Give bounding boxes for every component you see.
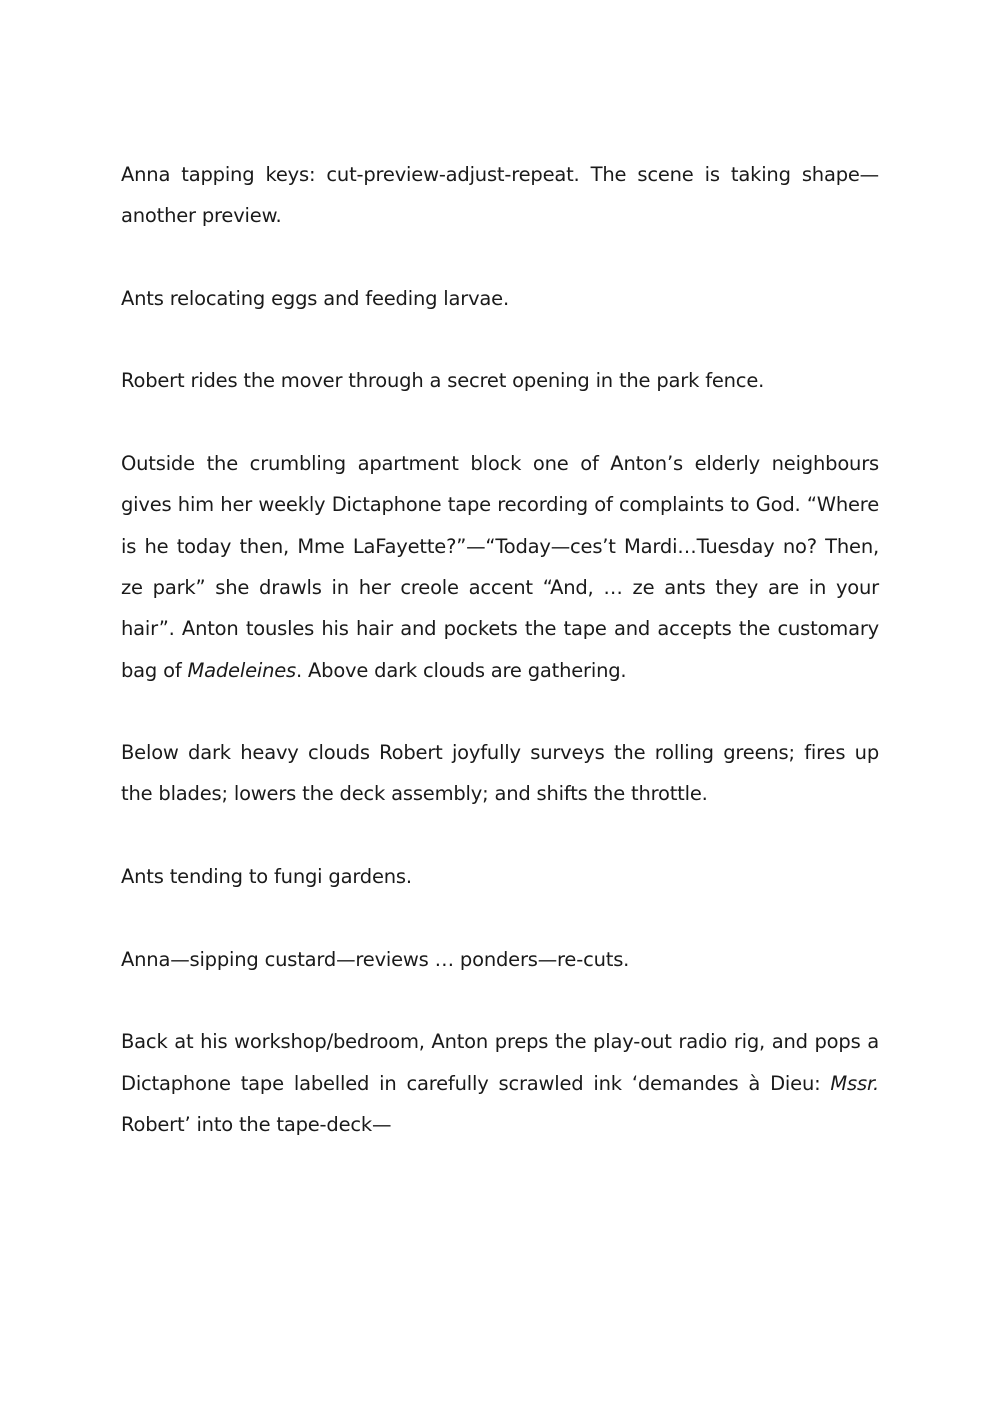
- paragraph-text: Ants relocating eggs and feeding larvae.: [121, 286, 509, 310]
- paragraph-text: Anna tapping keys: cut-preview-adjust-repeat. The scene is taking shape—another preview.: [121, 163, 879, 228]
- paragraph-ants-tending: [121, 856, 879, 897]
- document-body: [121, 154, 879, 1186]
- paragraph-anna-tapping: [121, 154, 879, 237]
- paragraph-robert-rides: [121, 360, 879, 401]
- paragraph-text: Anna—sipping custard—reviews … ponders—re-cuts.: [121, 947, 630, 971]
- paragraph-text: Back at his workshop/bedroom, Anton preps the play-out radio rig, and pops a Dictaphone tape labelled in carefully scrawled ink ‘demandes à Dieu:: [121, 1030, 879, 1095]
- paragraph-text: . Above dark clouds are gathering.: [296, 658, 627, 682]
- paragraph-text: Ants tending to fungi gardens.: [121, 865, 412, 889]
- paragraph-text: Robert’ into the tape-deck—: [121, 1112, 392, 1136]
- paragraph-text: Below dark heavy clouds Robert joyfully surveys the rolling greens; fires up the blades; lowers the deck assembly; and shifts the throttle.: [121, 741, 879, 806]
- paragraph-anna-sipping: [121, 939, 879, 980]
- paragraph-below-clouds: [121, 732, 879, 815]
- paragraph-italic-text: Mssr.: [830, 1071, 879, 1095]
- paragraph-italic-text: Madeleines: [187, 658, 296, 682]
- paragraph-back-at-workshop: [121, 1021, 879, 1145]
- paragraph-ants-relocating: [121, 278, 879, 319]
- paragraph-text: Outside the crumbling apartment block one of Anton’s elderly neighbours gives him her weekly Dictaphone tape recording of complaints to God. “Where is he today then, Mme LaFayette?”—“Today—ces’t Mardi…Tuesday no? Then, ze park” she drawls in her creole accent “And, … ze ants they are in your hair”. Anton tousles his hair and pockets the tape and accepts the customary bag of: [121, 452, 879, 682]
- paragraph-outside-apartment: [121, 443, 879, 691]
- paragraph-text: Robert rides the mover through a secret opening in the park fence.: [121, 369, 765, 393]
